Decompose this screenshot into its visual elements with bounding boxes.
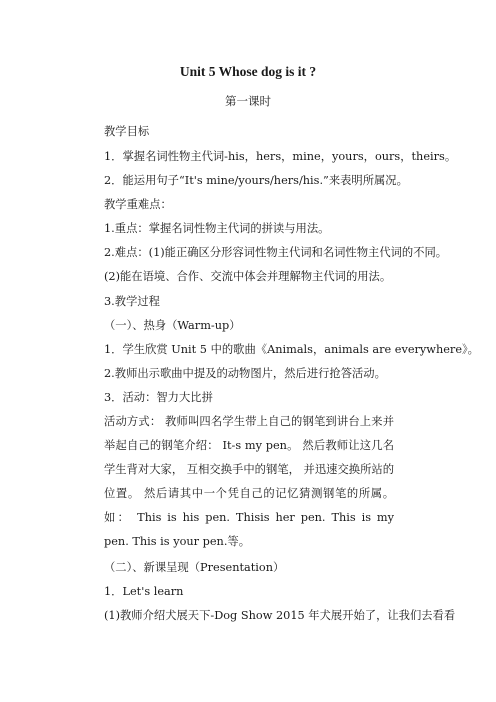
dog-show-intro-line: (1)教师介绍犬展天下-Dog Show 2015 年犬展开始了，让我们去看看 bbox=[104, 609, 456, 622]
lesson-subtitle: 第一课时 bbox=[225, 94, 271, 108]
activity-paragraph: 活动方式： 教师叫四名学生带上自己的钢笔到讲台上来并举起自己的钢笔介绍： It-s my pen。 然后教师让这几名学生背对大家， 互相交换手中的钢笔， 并迅速交换所站的位置。 然后请其中一个凭自己的记忆猜测钢笔的所属。 如： This is his pen. Thisis her pen. This is my pen. This is your pen.等。 bbox=[104, 415, 394, 548]
section-heading-process: 3.教学过程 bbox=[104, 295, 160, 308]
presentation-heading: （二）、新课呈现（Presentation） bbox=[104, 561, 285, 574]
document-title: Unit 5 Whose dog is it ? bbox=[179, 64, 317, 79]
objective-line-1: 1．掌握名词性物主代词-his，hers，mine，yours，ours，theirs。 bbox=[104, 150, 457, 163]
warmup-step-3: 3．活动：智力大比拼 bbox=[104, 391, 213, 404]
difficulty-line-1: 2.难点：(1)能正确区分形容词性物主代词和名词性物主代词的不同。 bbox=[104, 246, 448, 259]
warmup-heading: （一）、热身（Warm-up） bbox=[104, 319, 241, 332]
warmup-step-1: 1．学生欣赏 Unit 5 中的歌曲《Animals，animals are everywhere》。 bbox=[104, 343, 479, 356]
section-heading-key-points: 教学重难点： bbox=[104, 198, 172, 211]
lets-learn-heading: 1．Let's learn bbox=[104, 585, 184, 598]
warmup-step-2: 2.教师出示歌曲中提及的动物图片，然后进行抢答活动。 bbox=[104, 367, 386, 380]
difficulty-line-2: (2)能在语境、合作、交流中体会并理解物主代词的用法。 bbox=[104, 270, 392, 283]
key-point-line: 1.重点：掌握名词性物主代词的拼读与用法。 bbox=[104, 222, 330, 235]
objective-line-2: 2．能运用句子“It's mine/yours/hers/his.”来表明所属况。 bbox=[104, 174, 408, 187]
section-heading-objectives: 教学目标 bbox=[104, 125, 150, 138]
